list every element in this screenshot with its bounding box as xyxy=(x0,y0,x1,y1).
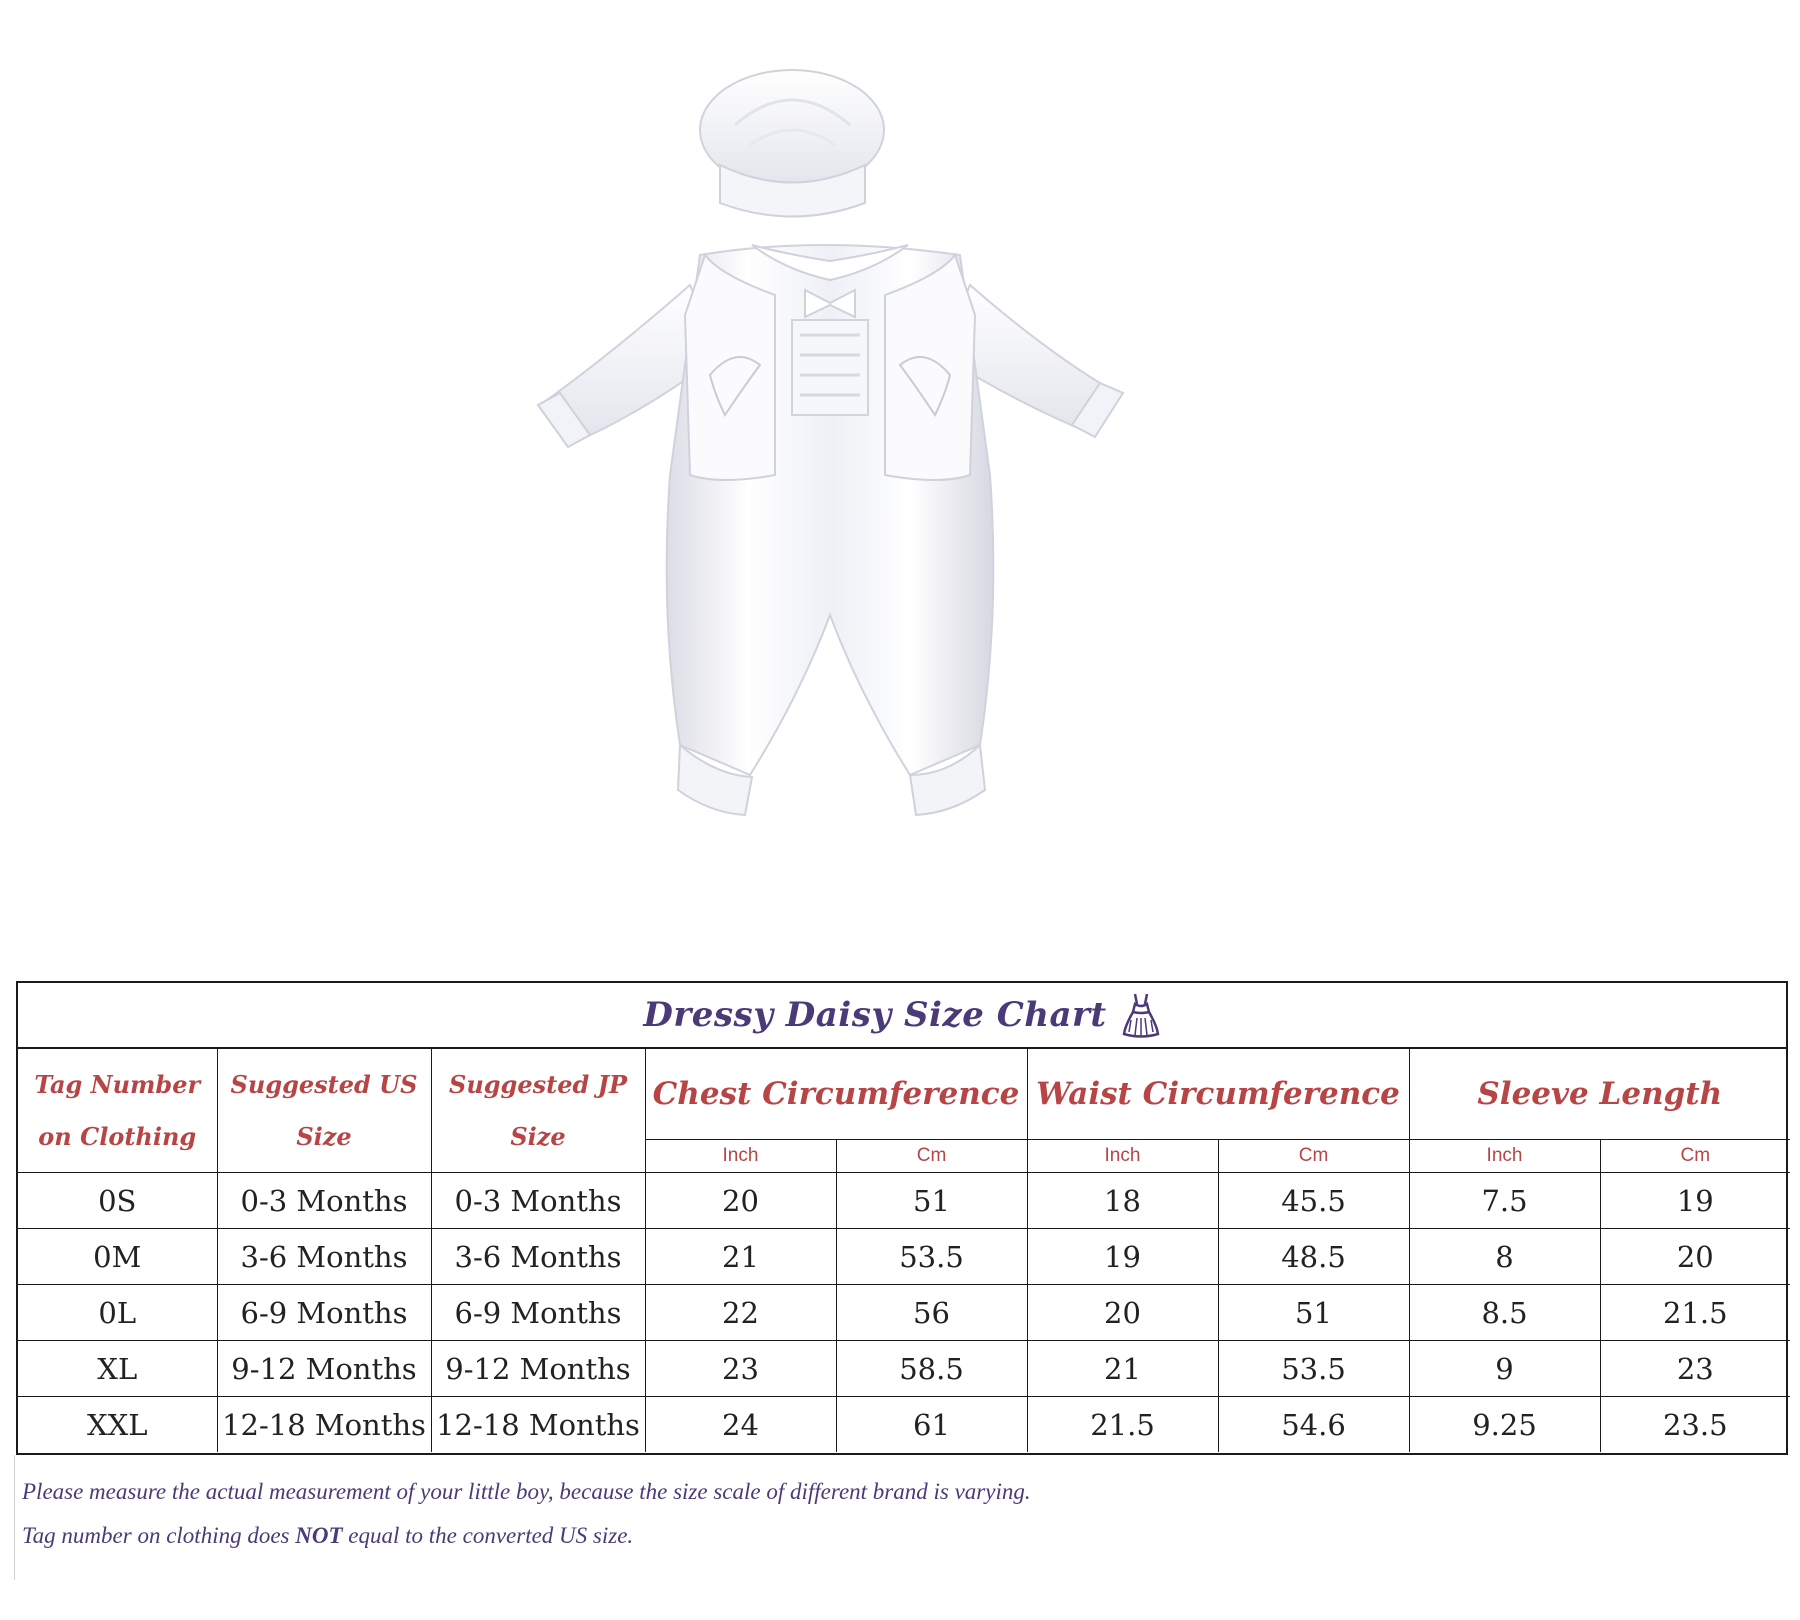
cell-waist-cm: 48.5 xyxy=(1218,1229,1409,1285)
table-row xyxy=(18,1229,1790,1285)
cell-sleeve-cm: 21.5 xyxy=(1600,1285,1790,1341)
cell-jp-size: 9-12 Months xyxy=(431,1341,645,1397)
cell-tag: 0L xyxy=(18,1285,217,1341)
product-image xyxy=(520,55,1180,895)
cell-sleeve-cm: 19 xyxy=(1600,1173,1790,1229)
cell-tag: XXL xyxy=(18,1397,217,1453)
subheader-waist-inch: Inch xyxy=(1027,1140,1218,1173)
header-chest: Chest Circumference xyxy=(645,1049,1027,1140)
cell-us-size: 9-12 Months xyxy=(217,1341,431,1397)
cell-waist-cm: 54.6 xyxy=(1218,1397,1409,1453)
dress-icon xyxy=(1121,990,1161,1040)
cell-sleeve-inch: 9 xyxy=(1409,1341,1600,1397)
cell-waist-cm: 51 xyxy=(1218,1285,1409,1341)
cell-chest-cm: 61 xyxy=(836,1397,1027,1453)
cell-chest-inch: 22 xyxy=(645,1285,836,1341)
cell-waist-inch: 21.5 xyxy=(1027,1397,1218,1453)
header-sleeve: Sleeve Length xyxy=(1409,1049,1790,1140)
cell-tag: 0M xyxy=(18,1229,217,1285)
cell-us-size: 0-3 Months xyxy=(217,1173,431,1229)
cell-sleeve-cm: 23.5 xyxy=(1600,1397,1790,1453)
chart-title-row xyxy=(18,983,1786,1049)
size-chart xyxy=(16,981,1788,1455)
cell-tag: 0S xyxy=(18,1173,217,1229)
note-tag-emphasis: NOT xyxy=(295,1523,343,1548)
cell-chest-inch: 23 xyxy=(645,1341,836,1397)
cell-waist-inch: 20 xyxy=(1027,1285,1218,1341)
cell-us-size: 12-18 Months xyxy=(217,1397,431,1453)
note-tag-suffix: equal to the converted US size. xyxy=(342,1523,634,1548)
table-row xyxy=(18,1341,1790,1397)
note-tag-prefix: Tag number on clothing does xyxy=(22,1523,296,1548)
size-notes xyxy=(22,1470,1722,1558)
subheader-sleeve-cm: Cm xyxy=(1600,1140,1790,1173)
cell-us-size: 6-9 Months xyxy=(217,1285,431,1341)
cell-chest-cm: 53.5 xyxy=(836,1229,1027,1285)
cell-waist-cm: 53.5 xyxy=(1218,1341,1409,1397)
header-us-size: Suggested US Size xyxy=(217,1049,431,1173)
cell-jp-size: 0-3 Months xyxy=(431,1173,645,1229)
cell-sleeve-cm: 23 xyxy=(1600,1341,1790,1397)
cell-waist-cm: 45.5 xyxy=(1218,1173,1409,1229)
hat xyxy=(700,70,884,217)
cell-sleeve-cm: 20 xyxy=(1600,1229,1790,1285)
header-tag-number: Tag Number on Clothing xyxy=(18,1049,217,1173)
cell-us-size: 3-6 Months xyxy=(217,1229,431,1285)
table-row xyxy=(18,1397,1790,1453)
cell-chest-inch: 20 xyxy=(645,1173,836,1229)
size-table xyxy=(18,1049,1790,1452)
cell-chest-inch: 21 xyxy=(645,1229,836,1285)
table-row xyxy=(18,1285,1790,1341)
header-jp-size: Suggested JP Size xyxy=(431,1049,645,1173)
cell-sleeve-inch: 8.5 xyxy=(1409,1285,1600,1341)
cell-waist-inch: 21 xyxy=(1027,1341,1218,1397)
cell-sleeve-inch: 8 xyxy=(1409,1229,1600,1285)
cell-chest-cm: 51 xyxy=(836,1173,1027,1229)
cell-tag: XL xyxy=(18,1341,217,1397)
cell-waist-inch: 19 xyxy=(1027,1229,1218,1285)
subheader-chest-cm: Cm xyxy=(836,1140,1027,1173)
cell-jp-size: 12-18 Months xyxy=(431,1397,645,1453)
cell-sleeve-inch: 7.5 xyxy=(1409,1173,1600,1229)
note-measure: Please measure the actual measurement of your little boy, because the size scale of different brand is varying. xyxy=(22,1479,1031,1504)
divider xyxy=(14,1455,15,1580)
subheader-waist-cm: Cm xyxy=(1218,1140,1409,1173)
cell-waist-inch: 18 xyxy=(1027,1173,1218,1229)
cell-jp-size: 6-9 Months xyxy=(431,1285,645,1341)
cell-jp-size: 3-6 Months xyxy=(431,1229,645,1285)
cell-sleeve-inch: 9.25 xyxy=(1409,1397,1600,1453)
table-row xyxy=(18,1173,1790,1229)
cell-chest-inch: 24 xyxy=(645,1397,836,1453)
subheader-sleeve-inch: Inch xyxy=(1409,1140,1600,1173)
cell-chest-cm: 56 xyxy=(836,1285,1027,1341)
header-waist: Waist Circumference xyxy=(1027,1049,1409,1140)
chart-title: Dressy Daisy Size Chart xyxy=(643,995,1107,1035)
subheader-chest-inch: Inch xyxy=(645,1140,836,1173)
cell-chest-cm: 58.5 xyxy=(836,1341,1027,1397)
note-tag-number xyxy=(22,1514,1722,1558)
